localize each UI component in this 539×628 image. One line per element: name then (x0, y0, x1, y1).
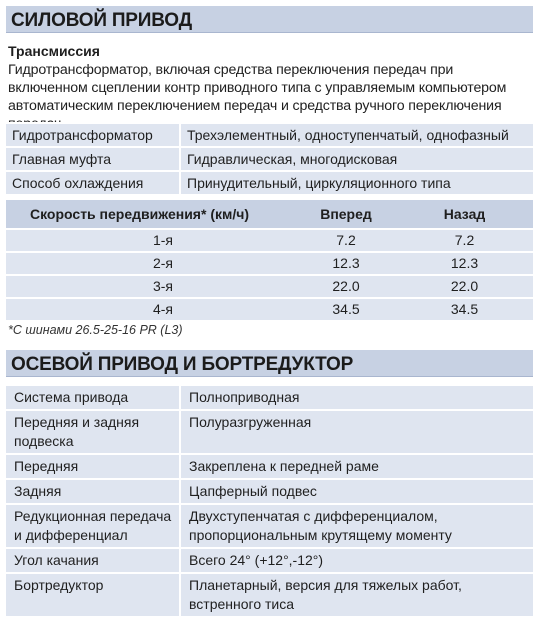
speed-row (6, 252, 533, 275)
spec-row (6, 573, 533, 616)
spec-label: Бортредуктор (6, 573, 180, 616)
spec-row (6, 454, 533, 479)
axle-spec-table (6, 384, 533, 616)
speed-table-header (6, 200, 533, 229)
spec-label: Главная муфта (6, 147, 180, 171)
spec-value: Принудительный, циркуляционного типа (180, 171, 533, 194)
spec-row (6, 410, 533, 454)
reverse-cell: 12.3 (396, 252, 533, 275)
spec-label: Передняя (6, 454, 180, 479)
section-title: ОСЕВОЙ ПРИВОД И БОРТРЕДУКТОР (11, 354, 354, 375)
forward-cell: 22.0 (296, 275, 396, 298)
gear-cell: 3-я (6, 275, 296, 298)
spec-value: Закреплена к передней раме (180, 454, 533, 479)
speed-header-label: Скорость передвижения* (км/ч) (6, 200, 296, 229)
forward-cell: 7.2 (296, 229, 396, 252)
spec-label: Способ охлаждения (6, 171, 180, 194)
spec-row (6, 548, 533, 573)
spec-label: Редукционная передача и дифференциал (6, 504, 180, 548)
spec-value: Гидравлическая, многодисковая (180, 147, 533, 171)
spec-label: Система привода (6, 385, 180, 410)
spec-row (6, 385, 533, 410)
spec-label: Гидротрансформатор (6, 123, 180, 147)
tire-footnote: *С шинами 26.5-25-16 PR (L3) (8, 323, 183, 337)
reverse-cell: 34.5 (396, 298, 533, 320)
speed-row (6, 229, 533, 252)
forward-cell: 12.3 (296, 252, 396, 275)
spec-row (6, 123, 533, 147)
speed-row (6, 275, 533, 298)
section-header-axle-drive (6, 350, 533, 377)
gear-cell: 4-я (6, 298, 296, 320)
speed-table (6, 200, 533, 320)
spec-value: Двухступенчатая с дифференциалом, пропорциональным крутящему моменту (180, 504, 533, 548)
spec-row (6, 504, 533, 548)
reverse-cell: 22.0 (396, 275, 533, 298)
spec-label: Передняя и задняя подвеска (6, 410, 180, 454)
reverse-header: Назад (396, 200, 533, 229)
spec-row (6, 171, 533, 194)
spec-value: Трехэлементный, одноступенчатый, однофазный (180, 123, 533, 147)
spec-value: Планетарный, версия для тяжелых работ, встренного тиса (180, 573, 533, 616)
gear-cell: 1-я (6, 229, 296, 252)
speed-row (6, 298, 533, 320)
transmission-spec-table (6, 122, 533, 194)
section-title: СИЛОВОЙ ПРИВОД (11, 10, 192, 31)
forward-cell: 34.5 (296, 298, 396, 320)
spec-value: Всего 24° (+12°,-12°) (180, 548, 533, 573)
reverse-cell: 7.2 (396, 229, 533, 252)
spec-value: Полуразгруженная (180, 410, 533, 454)
forward-header: Вперед (296, 200, 396, 229)
transmission-description: Гидротрансформатор, включая средства переключения передач при включенном сцеплении контр приводного типа с управляемым компьютером автоматическим переключением передач и средства ручного переключения (8, 62, 507, 114)
spec-value: Цапферный подвес (180, 479, 533, 504)
spec-value: Полноприводная (180, 385, 533, 410)
section-header-power-drive (6, 6, 533, 33)
spec-label: Задняя (6, 479, 180, 504)
gear-cell: 2-я (6, 252, 296, 275)
spec-label: Угол качания (6, 548, 180, 573)
transmission-subtitle: Трансмиссия (8, 43, 100, 59)
spec-row (6, 479, 533, 504)
spec-row (6, 147, 533, 171)
